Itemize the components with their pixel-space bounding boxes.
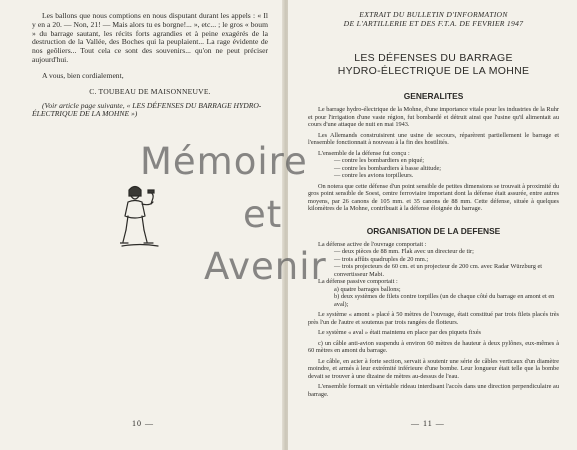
article-body (308, 91, 559, 398)
generalites-paragraph-2: Les Allemands construisirent une usine de secours, réparèrent partiellement le barrage et l'ensemble fonctionnait à nouveau à la fin des hostilités. (308, 131, 559, 146)
organisation-paragraph-1: La défense active de l'ouvrage comportait : (318, 240, 427, 248)
watermark-line2: et (243, 193, 283, 236)
generalites-paragraph-3: L'ensemble de la défense fut conçu : (318, 149, 410, 157)
left-body (32, 12, 268, 81)
memoir-paragraph: Les ballons que nous comptions en nous disputant durant les appels : « Il y en a 20. — Non, 21! — Mais alors tu es borgne!... », etc... ; le gros « boum » du barrage sautant, les récits forts agrandies et à peine exagérés de la destruction de la Vallée, des Boches qui la peuplaient... La rage évidente de nos geôliers... Tout cela ce sont des souvenirs... qu'on ne peut préciser aujourd'hui. (32, 11, 268, 64)
left-page (0, 0, 284, 450)
generalites-paragraph-4: On notera que cette défense d'un point sensible de petites dimensions se trouvait à proximité du gros point sensible de Soest, centre ferroviaire important dont la défense était assurée, entre autres moyens, par 26 canons de 105 mm. et 35 canons de 88 mm. Cette défense, située à quelques kilomètres de la Mohne, contribuait à la défense éloignée du barrage. (308, 182, 559, 212)
section-heading-generalites: GENERALITES (403, 91, 464, 101)
article-title-line2: HYDRO-ÉLECTRIQUE DE LA MOHNE (337, 65, 530, 77)
author-signature: C. TOUBEAU DE MAISONNEUVE. (89, 86, 211, 96)
bulletin-source (308, 10, 559, 28)
organisation-paragraph-2: La défense passive comportait : (318, 278, 398, 285)
list-item: — contre les bombardiers en piqué; (334, 157, 425, 164)
list-item: — trois projecteurs de 60 cm. et un projecteur de 200 cm. avec Radar Würzburg et convertisseur Mabi. (334, 263, 543, 278)
organisation-paragraph-4: Le système « aval » était maintenu en place par des piquets fixés (318, 329, 481, 336)
next-article-note: (Voir article page suivante, « LES DÉFENSES DU BARRAGE HYDRO-ÉLECTRIQUE DE LA MOHNE ») (32, 100, 262, 119)
watermark-line3: Avenir (204, 245, 327, 288)
list-item: — contre les bombardiers à basse altitude; (334, 164, 442, 172)
left-page-number: 10 — (132, 419, 154, 428)
article-title (308, 52, 559, 78)
organisation-paragraph-5: c) un câble anti-avion suspendu à environ 60 mètres de hauteur à deux pylônes, eux-mêmes à 60 mètres en amont du barrage. (308, 339, 559, 354)
section-heading-organisation: ORGANISATION DE LA DEFENSE (366, 225, 501, 236)
list-item: b) deux systèmes de filets contre torpilles (un de chaque côté du barrage en amont et en aval); (334, 293, 555, 308)
defense-target-list (308, 157, 559, 180)
article-title-line1: LES DÉFENSES DU BARRAGE (354, 52, 513, 64)
soldier-sketch-illustration (120, 180, 160, 252)
bulletin-source-line2: DE L'ARTILLERIE ET DES F.T.A. DE FEVRIER 1947 (343, 19, 524, 28)
closing-greeting: A vous, bien cordialement, (42, 70, 124, 80)
list-item: a) quatre barrages ballons; (334, 285, 401, 293)
organisation-paragraph-7: L'ensemble formait un véritable rideau interdisant l'accès dans une direction perpendiculaire au barrage. (308, 383, 559, 398)
bulletin-source-line1: EXTRAIT DU BULLETIN D'INFORMATION (359, 10, 508, 19)
list-item: — contre les avions torpilleurs. (334, 172, 414, 179)
organisation-paragraph-3: Le système « amont » placé à 50 mètres de l'ouvrage, était constitué par trois filets placés très près l'un de l'autre et soutenus par trois rangées de flotteurs. (308, 311, 559, 326)
list-item: — trois affûts quadruples de 20 mm.; (334, 255, 429, 263)
list-item: — deux pièces de 88 mm. Flak avec un directeur de tir; (334, 248, 474, 255)
watermark-line1: Mémoire (140, 140, 308, 183)
active-defense-list (308, 248, 559, 278)
generalites-paragraph-1: Le barrage hydro-électrique de la Mohne, d'une importance vitale pour les industries de la Ruhr et pour l'irrigation d'une vaste région, fut bombardé et détruit ainsi que l'usine qu'il alimentait au cours d'une attaque de nuit en mai 1943. (308, 106, 559, 128)
passive-defense-list (308, 286, 559, 309)
organisation-paragraph-6: Le câble, en acier à forte section, servait à soutenir une série de câbles verticaux d'un diamètre moindre, et armés à leur extrémité inférieure d'une bombe. Leur longueur était telle que la bombe devait se trouver à une dizaine de mètres au-dessus de l'eau. (308, 357, 559, 380)
right-page-number: — 11 — (411, 419, 445, 428)
right-page (288, 0, 577, 450)
